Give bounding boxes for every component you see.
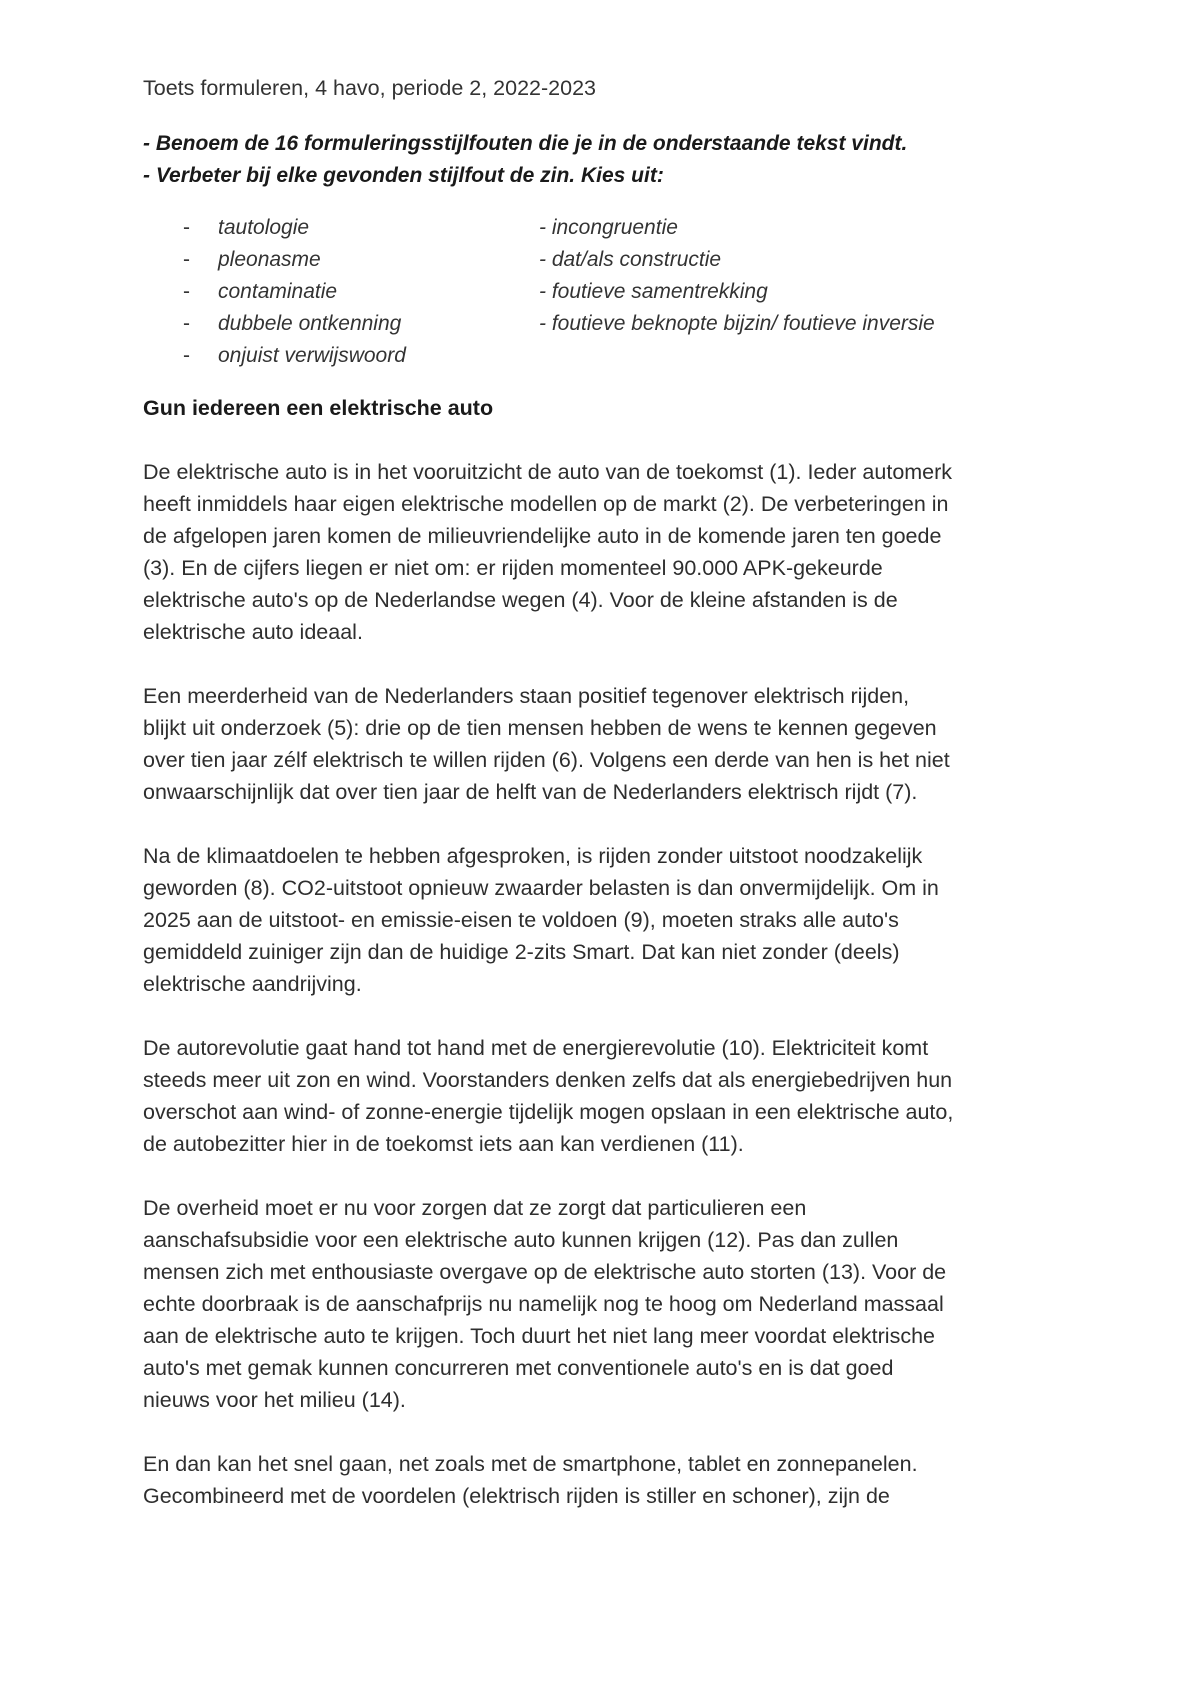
text-line: overschot aan wind- of zonne-energie tijdelijk mogen opslaan in een elektrische auto,	[143, 1100, 954, 1124]
text-line: onwaarschijnlijk dat over tien jaar de helft van de Nederlanders elektrisch rijdt (7).	[143, 780, 918, 804]
article-paragraph-1	[143, 456, 1083, 648]
options-column-right	[539, 212, 1083, 372]
list-dash: -	[183, 344, 190, 367]
option-item	[183, 244, 539, 276]
document-header: Toets formuleren, 4 havo, periode 2, 2022-2023	[143, 76, 596, 100]
option-label: tautologie	[218, 216, 310, 239]
instruction-line: - Benoem de 16 formuleringsstijlfouten die je in de onderstaande tekst vindt.	[143, 132, 908, 155]
option-item	[183, 212, 539, 244]
text-line: De elektrische auto is in het vooruitzicht de auto van de toekomst (1). Ieder automerk	[143, 460, 953, 484]
text-line: Een meerderheid van de Nederlanders staan positief tegenover elektrisch rijden,	[143, 684, 910, 708]
text-line: gemiddeld zuiniger zijn dan de huidige 2-zits Smart. Dat kan niet zonder (deels)	[143, 940, 900, 964]
text-line: heeft inmiddels haar eigen elektrische modellen op de markt (2). De verbeteringen in	[143, 492, 949, 516]
text-line: elektrische auto's op de Nederlandse wegen (4). Voor de kleine afstanden is de	[143, 588, 898, 612]
text-line: Na de klimaatdoelen te hebben afgesproken, is rijden zonder uitstoot noodzakelijk	[143, 844, 923, 868]
option-item: - foutieve beknopte bijzin/ foutieve inversie	[539, 312, 935, 335]
options-column-left	[143, 212, 539, 372]
text-line: En dan kan het snel gaan, net zoals met de smartphone, tablet en zonnepanelen.	[143, 1452, 918, 1476]
option-item: - foutieve samentrekking	[539, 280, 768, 303]
text-line: geworden (8). CO2-uitstoot opnieuw zwaarder belasten is dan onvermijdelijk. Om in	[143, 876, 939, 900]
option-item: - incongruentie	[539, 216, 678, 239]
article-paragraph-3	[143, 840, 1083, 1000]
article-paragraph-4	[143, 1032, 1083, 1160]
text-line: de autobezitter hier in de toekomst iets aan kan verdienen (11).	[143, 1132, 744, 1156]
article-title: Gun iedereen een elektrische auto	[143, 396, 494, 420]
article-paragraph-5	[143, 1192, 1083, 1416]
option-label: onjuist verwijswoord	[218, 344, 406, 367]
text-line: De overheid moet er nu voor zorgen dat ze zorgt dat particulieren een	[143, 1196, 807, 1220]
option-label: contaminatie	[218, 280, 338, 303]
option-item	[183, 340, 539, 372]
text-line: Gecombineerd met de voordelen (elektrisch rijden is stiller en schoner), zijn de	[143, 1484, 890, 1508]
article-paragraph-6	[143, 1448, 1083, 1512]
option-item	[183, 276, 539, 308]
instruction-line: - Verbeter bij elke gevonden stijlfout de zin. Kies uit:	[143, 164, 664, 187]
text-line: aan de elektrische auto te krijgen. Toch duurt het niet lang meer voordat elektrische	[143, 1324, 935, 1348]
list-dash: -	[183, 280, 190, 303]
text-line: steeds meer uit zon en wind. Voorstanders denken zelfs dat als energiebedrijven hun	[143, 1068, 953, 1092]
instructions	[143, 128, 1083, 192]
list-dash: -	[183, 248, 190, 271]
article-paragraph-2	[143, 680, 1083, 808]
text-line: elektrische aandrijving.	[143, 972, 362, 996]
text-line: blijkt uit onderzoek (5): drie op de tien mensen hebben de wens te kennen gegeven	[143, 716, 937, 740]
text-line: nieuws voor het milieu (14).	[143, 1388, 406, 1412]
option-item	[183, 308, 539, 340]
list-dash: -	[183, 312, 190, 335]
text-line: De autorevolutie gaat hand tot hand met de energierevolutie (10). Elektriciteit komt	[143, 1036, 929, 1060]
text-line: mensen zich met enthousiaste overgave op de elektrische auto storten (13). Voor de	[143, 1260, 947, 1284]
text-line: over tien jaar zélf elektrisch te willen rijden (6). Volgens een derde van hen is het niet	[143, 748, 950, 772]
option-label: dubbele ontkenning	[218, 312, 402, 335]
text-line: elektrische auto ideaal.	[143, 620, 363, 644]
document-page	[143, 72, 1083, 1544]
text-line: echte doorbraak is de aanschafprijs nu namelijk nog te hoog om Nederland massaal	[143, 1292, 944, 1316]
option-label: pleonasme	[218, 248, 321, 271]
list-dash: -	[183, 216, 190, 239]
text-line: 2025 aan de uitstoot- en emissie-eisen te voldoen (9), moeten straks alle auto's	[143, 908, 899, 932]
option-item: - dat/als constructie	[539, 248, 722, 271]
text-line: (3). En de cijfers liegen er niet om: er rijden momenteel 90.000 APK-gekeurde	[143, 556, 883, 580]
text-line: aanschafsubsidie voor een elektrische auto kunnen krijgen (12). Pas dan zullen	[143, 1228, 899, 1252]
error-type-options	[143, 212, 1083, 372]
text-line: auto's met gemak kunnen concurreren met conventionele auto's en is dat goed	[143, 1356, 894, 1380]
text-line: de afgelopen jaren komen de milieuvriendelijke auto in de komende jaren ten goede	[143, 524, 942, 548]
